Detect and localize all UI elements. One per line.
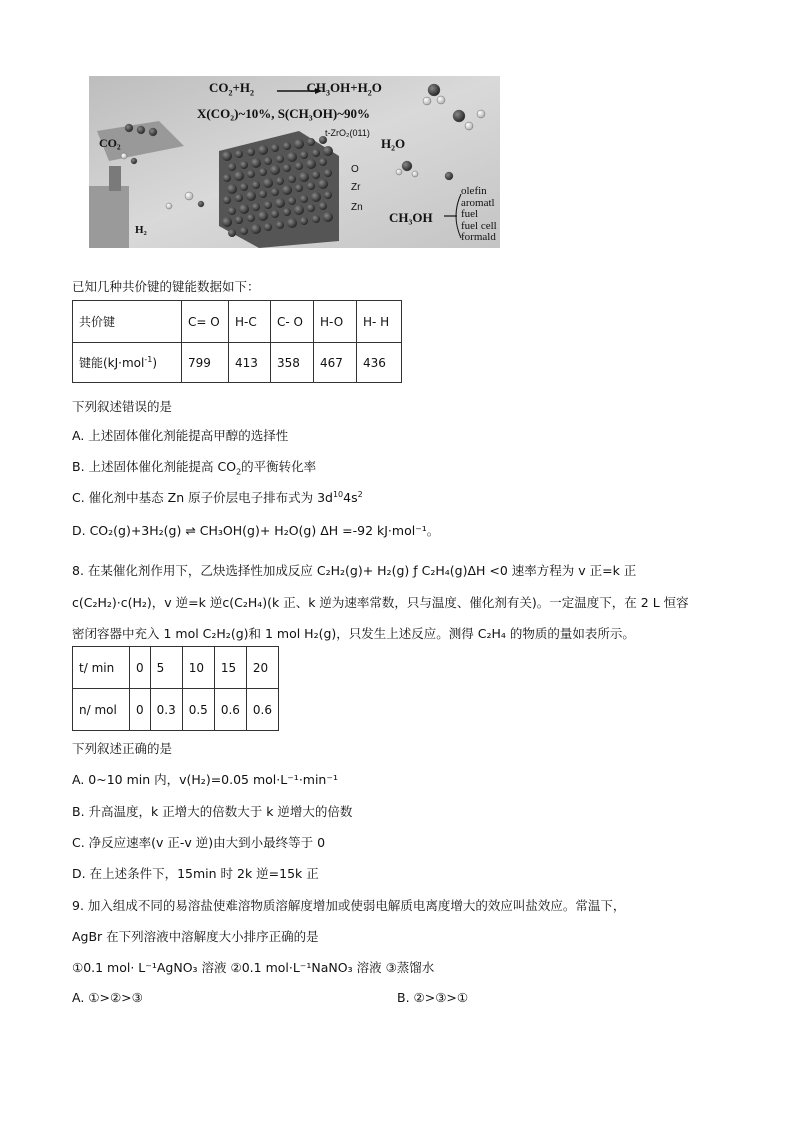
lattice-atom	[312, 149, 320, 157]
molecule-atom	[428, 84, 440, 96]
table-cell: 5	[150, 647, 182, 689]
molecule-atom	[131, 158, 137, 164]
molecule-atom	[137, 126, 145, 134]
lattice-atom	[323, 212, 333, 222]
lattice-atom	[300, 217, 308, 225]
molecule-atom	[125, 124, 133, 132]
lattice-atom	[307, 182, 315, 190]
molecule-atom	[198, 201, 204, 207]
zn-atom-label: Zn	[351, 202, 363, 213]
lattice-atom	[258, 145, 268, 155]
q7-option-b: B. 上述固体催化剂能提高 $CO_2$的平衡转化率	[72, 459, 317, 477]
molecule-atom	[465, 122, 473, 130]
lattice-atom	[222, 151, 232, 161]
product-list	[461, 186, 497, 244]
lattice-atom	[259, 190, 267, 198]
q8-option-c: C. 净反应速率(v 正-v 逆)由大到小最终等于 0	[72, 835, 326, 850]
table-cell: t/ min	[73, 647, 130, 689]
lattice-atom	[240, 161, 248, 169]
lattice-atom	[276, 177, 284, 185]
q7-option-a: A. 上述固体催化剂能提高甲醇的选择性	[72, 428, 289, 443]
lattice-atom	[259, 168, 267, 176]
q9-option-b: B. ②>③>①	[397, 990, 469, 1005]
q8-line-2: c(C₂H₂)·c(H₂)，v 逆=k 逆c(C₂H₄)(k 正、k 逆为速率常数，只与温度、催化剂有关)。一定温度下，在 2 L 恒容	[72, 595, 689, 610]
lattice-atom	[251, 158, 261, 168]
lattice-atom	[247, 170, 255, 178]
molecule-atom	[402, 161, 412, 171]
molecule-atom	[396, 169, 402, 175]
table-cell: 共价键	[73, 301, 182, 343]
lattice-atom	[240, 227, 248, 235]
zr-atom-label: Zr	[351, 182, 361, 193]
table-cell: H-O	[314, 301, 357, 343]
crystal-lattice	[219, 131, 339, 248]
bond-energy-table	[72, 300, 402, 383]
table-row	[73, 343, 402, 383]
lattice-atom	[275, 198, 285, 208]
lattice-atom	[295, 184, 303, 192]
molecule-atom	[477, 110, 485, 118]
lattice-atom	[223, 174, 231, 182]
table-cell: 436	[357, 343, 402, 383]
table-cell: 20	[246, 647, 278, 689]
table-cell: C- O	[271, 301, 314, 343]
q9-option-a: A. ①>②>③	[72, 990, 143, 1005]
lattice-atom	[234, 171, 244, 181]
q8-line-3: 密闭容器中充入 1 mol C₂H₂(g)和 1 mol H₂(g)，只发生上述反应。测得 C₂H₄ 的物质的量如表所示。	[72, 626, 635, 641]
lattice-atom	[252, 203, 260, 211]
table-cell: 413	[229, 343, 271, 383]
product-item: fuel	[461, 208, 479, 220]
q7-option-d: D. CO₂(g)+3H₂(g) ⇌ CH₃OH(g)+ H₂O(g) ΔH =-92 kJ·mol⁻¹。	[72, 523, 440, 538]
lattice-atom	[227, 184, 237, 194]
table-cell: H-C	[229, 301, 271, 343]
co2-label: CO₂	[99, 136, 121, 150]
lattice-atom	[319, 202, 327, 210]
lattice-atom	[228, 163, 236, 171]
table-cell: n/ mol	[73, 689, 130, 731]
table-row	[73, 689, 279, 731]
product-item: formald	[461, 231, 496, 243]
lattice-atom	[270, 165, 280, 175]
table-cell: 0	[130, 689, 151, 731]
lattice-atom	[288, 175, 296, 183]
lattice-atom	[294, 205, 304, 215]
table-row	[73, 647, 279, 689]
table-cell: 799	[182, 343, 229, 383]
lattice-atom	[264, 201, 272, 209]
lattice-atom	[323, 146, 333, 156]
lattice-atom	[271, 210, 279, 218]
q9-line-1: 9. 加入组成不同的易溶盐使难溶物质溶解度增加或使弱电解质电离度增大的效应叫盐效应。常温下，	[72, 898, 626, 913]
lattice-atom	[271, 144, 279, 152]
table-cell: 0	[130, 647, 151, 689]
lattice-atom	[263, 178, 273, 188]
ch3oh-label: CH₃OH	[389, 210, 433, 225]
molecule-atom	[121, 153, 127, 159]
molecule-atom	[149, 128, 157, 136]
lattice-atom	[276, 155, 284, 163]
lattice-atom	[283, 208, 291, 216]
bond-intro: 已知几种共价键的键能数据如下：	[72, 279, 260, 294]
lattice-atom	[264, 223, 272, 231]
table-cell: 467	[314, 343, 357, 383]
lattice-atom	[235, 216, 243, 224]
product-item: fuel cell	[461, 219, 497, 232]
q8-stem: 下列叙述正确的是	[72, 741, 173, 756]
lattice-atom	[324, 191, 332, 199]
product-item: aromatl	[461, 196, 495, 209]
product-item: olefin	[461, 185, 487, 197]
lattice-atom	[228, 207, 236, 215]
q7-stem: 下列叙述错误的是	[72, 399, 173, 414]
catalyst-figure	[89, 76, 500, 248]
lattice-atom	[300, 195, 308, 203]
table-cell: 0.6	[246, 689, 278, 731]
table-cell: 0.3	[150, 689, 182, 731]
lattice-atom	[288, 197, 296, 205]
molecule-atom	[412, 171, 418, 177]
table-cell: H- H	[357, 301, 402, 343]
lattice-atom	[235, 194, 243, 202]
q8-option-a: A. 0~10 min 内，v(H₂)=0.05 mol·L⁻¹·min⁻¹	[72, 772, 338, 787]
lattice-atom	[287, 218, 297, 228]
table-cell: 0.6	[214, 689, 246, 731]
lattice-atom	[246, 191, 256, 201]
lattice-atom	[318, 179, 328, 189]
lattice-atom	[223, 196, 231, 204]
lattice-atom	[251, 224, 261, 234]
lattice-atom	[283, 142, 291, 150]
lattice-atom	[306, 159, 316, 169]
molecule-atom	[453, 110, 465, 122]
molecule-atom	[166, 203, 172, 209]
molecule-atom	[445, 172, 453, 180]
table-cell: 10	[182, 647, 214, 689]
lattice-atom	[276, 221, 284, 229]
lattice-atom	[264, 157, 272, 165]
lattice-atom	[307, 138, 315, 146]
q8-option-d: D. 在上述条件下，15min 时 2k 逆=15k 正	[72, 866, 319, 881]
q9-line-2: AgBr 在下列溶液中溶解度大小排序正确的是	[72, 929, 319, 944]
h2-label: H₂	[135, 224, 147, 236]
lattice-atom	[300, 151, 308, 159]
molecule-atom	[423, 97, 431, 105]
lattice-atom	[312, 215, 320, 223]
c2h4-amount-table	[72, 646, 279, 731]
lattice-atom	[324, 169, 332, 177]
lattice-atom	[295, 162, 303, 170]
selectivity-label: X(CO₂)~10%, S(CH₃OH)~90%	[197, 106, 370, 121]
lattice-atom	[222, 217, 232, 227]
molecule-atom	[437, 96, 445, 104]
table-cell: C= O	[182, 301, 229, 343]
lattice-atom	[258, 211, 268, 221]
lattice-atom	[287, 152, 297, 162]
lattice-atom	[311, 192, 321, 202]
q8-option-b: B. 升高温度，k 正增大的倍数大于 k 逆增大的倍数	[72, 804, 353, 819]
lattice-atom	[307, 204, 315, 212]
h2o-label: H₂O	[381, 136, 406, 151]
q7-option-c: C. 催化剂中基态 Zn 原子价层电子排布式为 $3d^{10}4s^2$	[72, 489, 363, 505]
table-cell: 键能(kJ·mol$^{-1}$)	[73, 343, 182, 383]
lattice-atom	[247, 148, 255, 156]
lattice-atom	[282, 185, 292, 195]
lattice-atom	[252, 181, 260, 189]
q8-line-1: 8. 在某催化剂作用下，乙炔选择性加成反应 C₂H₂(g)+ H₂(g) ƒ C₂H₄(g)ΔH <0 速率方程为 v 正=k 正	[72, 563, 637, 578]
lattice-atom	[283, 164, 291, 172]
reaction-equation: $CO_2+H_2$ $CH_3OH+H_2O$	[209, 80, 382, 98]
o-atom-label: O	[351, 164, 359, 175]
q9-line-3: ①0.1 mol· L⁻¹AgNO₃ 溶液 ②0.1 mol·L⁻¹NaNO₃ 溶液 ③蒸馏水	[72, 960, 435, 975]
lattice-atom	[239, 204, 249, 214]
molecule-atom	[185, 192, 193, 200]
lattice-atom	[319, 158, 327, 166]
table-cell: 0.5	[182, 689, 214, 731]
table-cell: 15	[214, 647, 246, 689]
lattice-atom	[235, 150, 243, 158]
surface-label: t-ZrO₂(011)	[325, 128, 370, 138]
lattice-atom	[294, 139, 304, 149]
lattice-atom	[228, 229, 236, 237]
lattice-atom	[312, 171, 320, 179]
lattice-atom	[240, 183, 248, 191]
table-cell: 358	[271, 343, 314, 383]
lattice-atom	[247, 214, 255, 222]
table-row	[73, 301, 402, 343]
lattice-atom	[299, 172, 309, 182]
lattice-atom	[271, 188, 279, 196]
